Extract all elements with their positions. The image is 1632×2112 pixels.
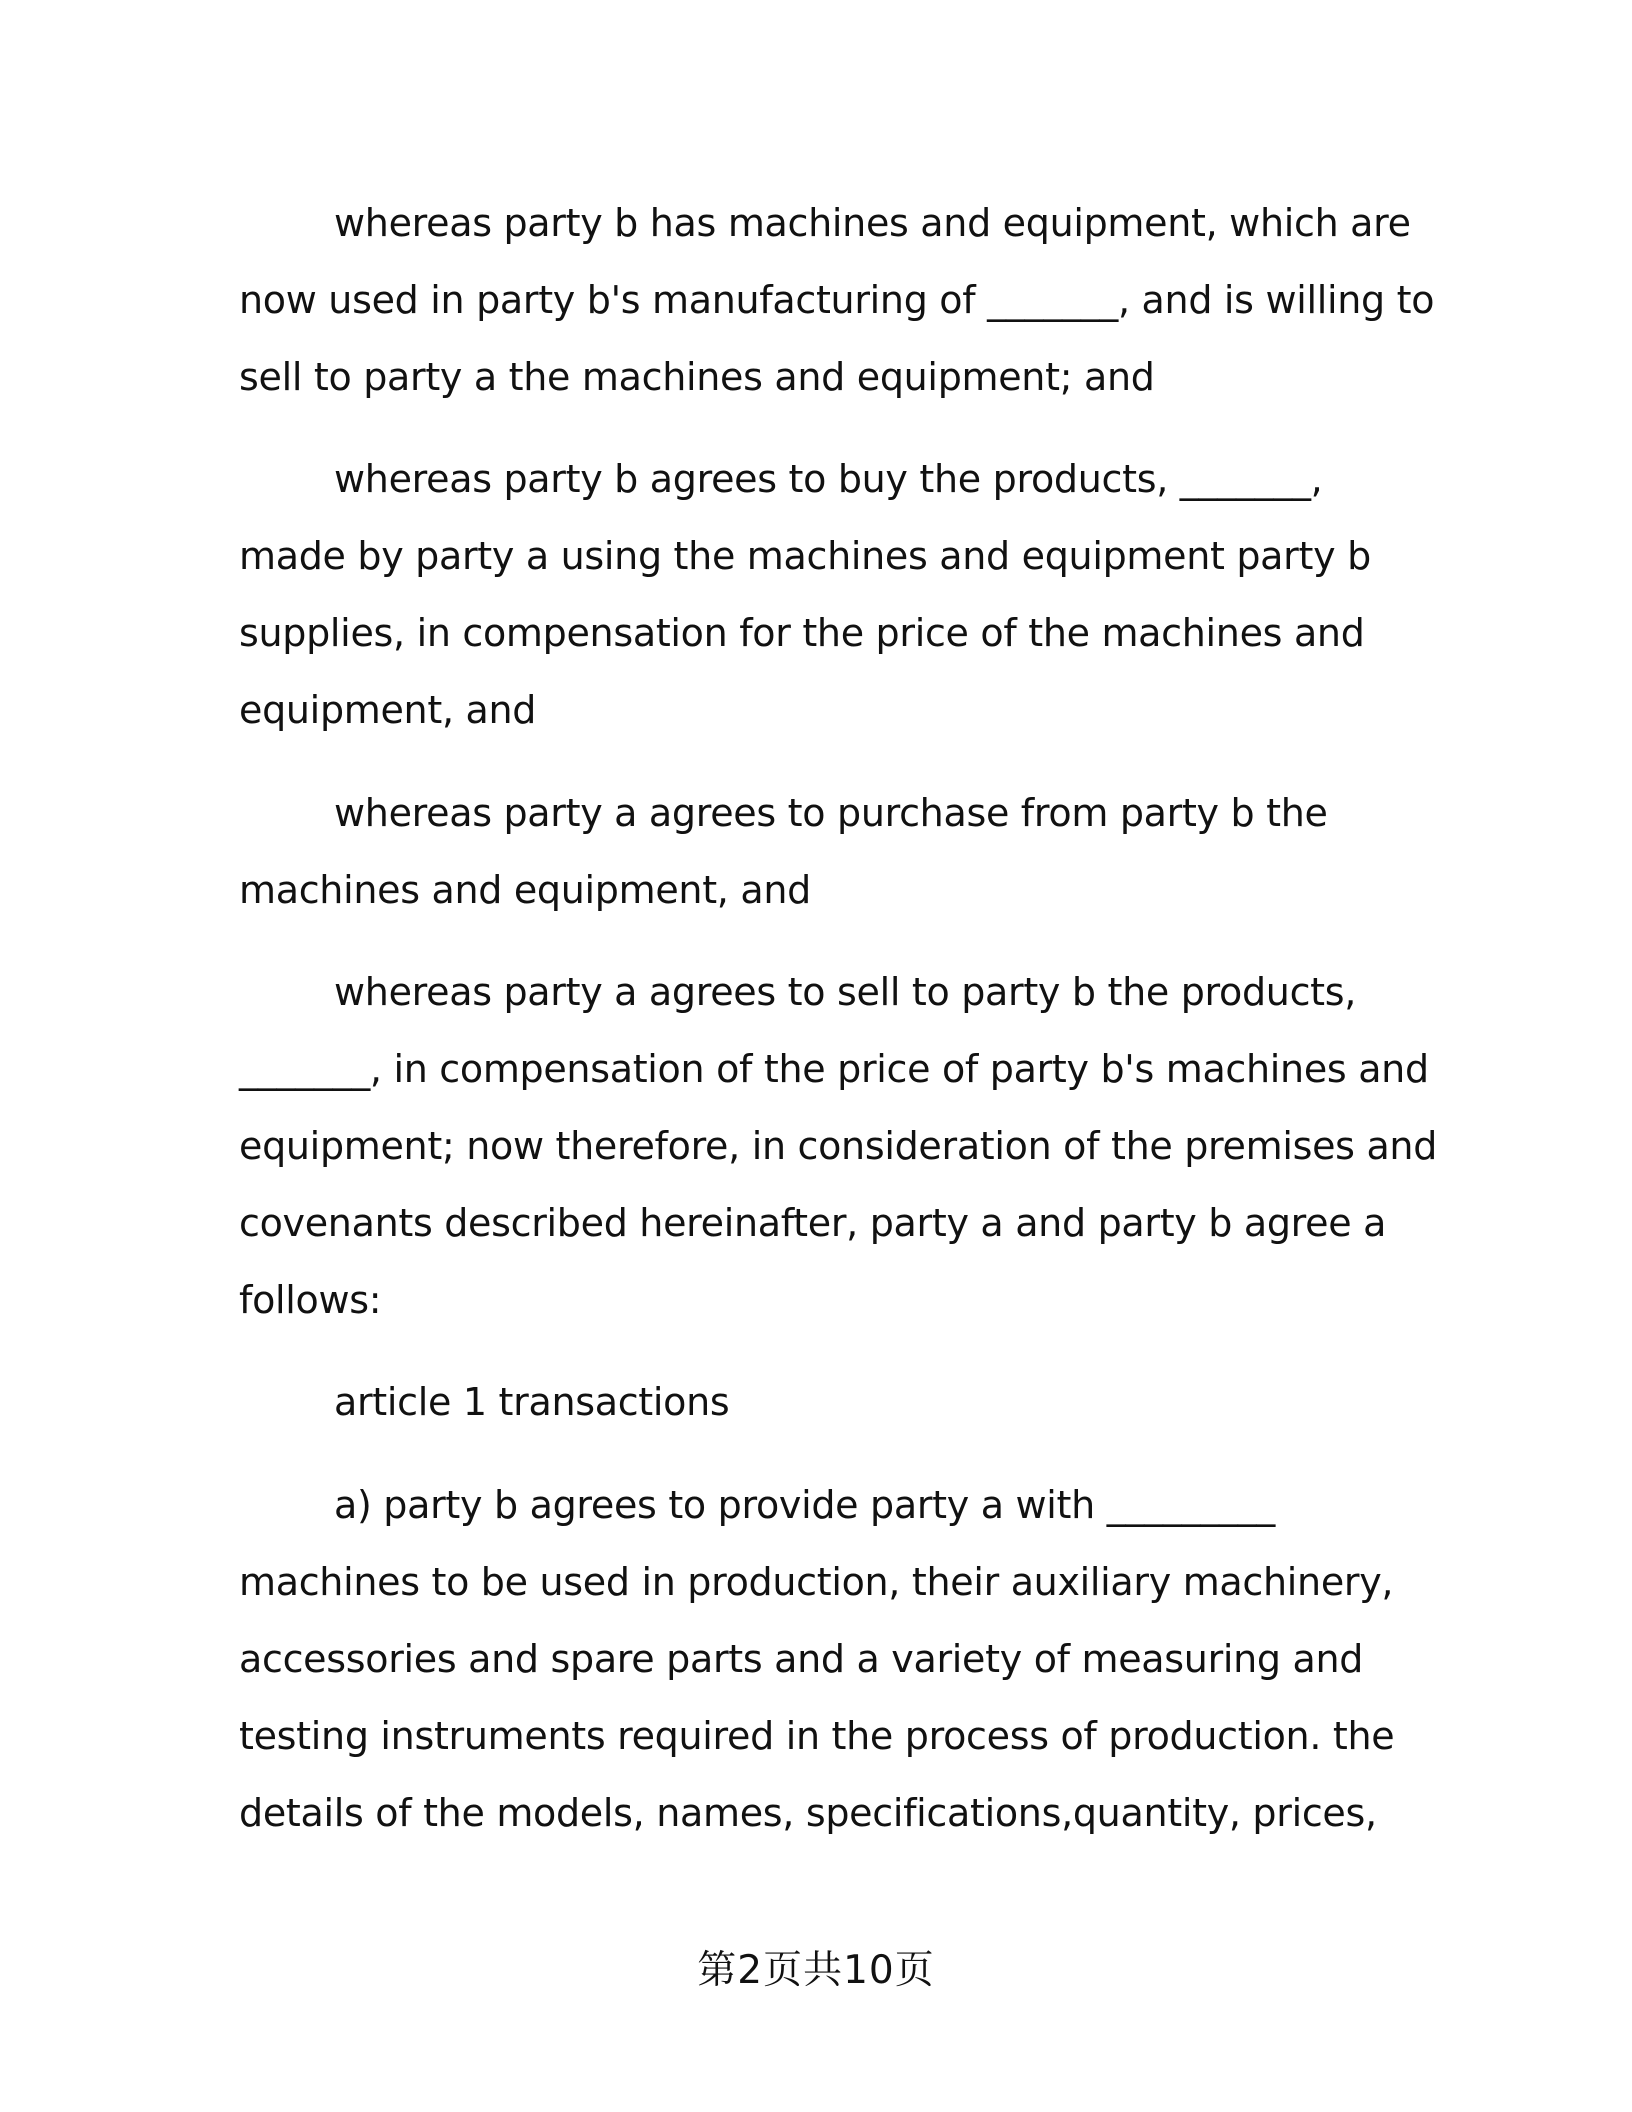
body-text-line: _______, in compensation of the price of party b's machines and bbox=[239, 1047, 1429, 1091]
body-text-line: whereas party b agrees to buy the products, _______, bbox=[334, 457, 1323, 501]
body-text-line: whereas party a agrees to purchase from party b the bbox=[334, 791, 1328, 835]
body-text-line: equipment, and bbox=[239, 688, 537, 732]
body-text-line: sell to party a the machines and equipment; and bbox=[239, 355, 1155, 399]
body-text-line: now used in party b's manufacturing of _______, and is willing to bbox=[239, 278, 1435, 322]
body-text-line: follows: bbox=[239, 1278, 382, 1322]
page-number-footer: 第2页共10页 bbox=[697, 1948, 935, 1993]
body-text-line: supplies, in compensation for the price of the machines and bbox=[239, 611, 1365, 655]
body-text-line: testing instruments required in the process of production. the bbox=[239, 1714, 1395, 1758]
body-text-line: equipment; now therefore, in consideration of the premises and bbox=[239, 1124, 1438, 1168]
body-text-line: machines to be used in production, their auxiliary machinery, bbox=[239, 1560, 1394, 1604]
body-text-line: covenants described hereinafter, party a and party b agree a bbox=[239, 1201, 1387, 1245]
body-text-line: made by party a using the machines and equipment party b bbox=[239, 534, 1371, 578]
body-text-line: whereas party a agrees to sell to party b the products, bbox=[334, 970, 1357, 1014]
body-text-line: accessories and spare parts and a variety of measuring and bbox=[239, 1637, 1364, 1681]
body-text-line: machines and equipment, and bbox=[239, 868, 811, 912]
body-text-line: details of the models, names, specifications,quantity, prices, bbox=[239, 1791, 1377, 1835]
article-heading: article 1 transactions bbox=[334, 1380, 730, 1424]
body-text-line: whereas party b has machines and equipment, which are bbox=[334, 201, 1411, 245]
body-text-line: a) party b agrees to provide party a with _________ bbox=[334, 1483, 1275, 1527]
